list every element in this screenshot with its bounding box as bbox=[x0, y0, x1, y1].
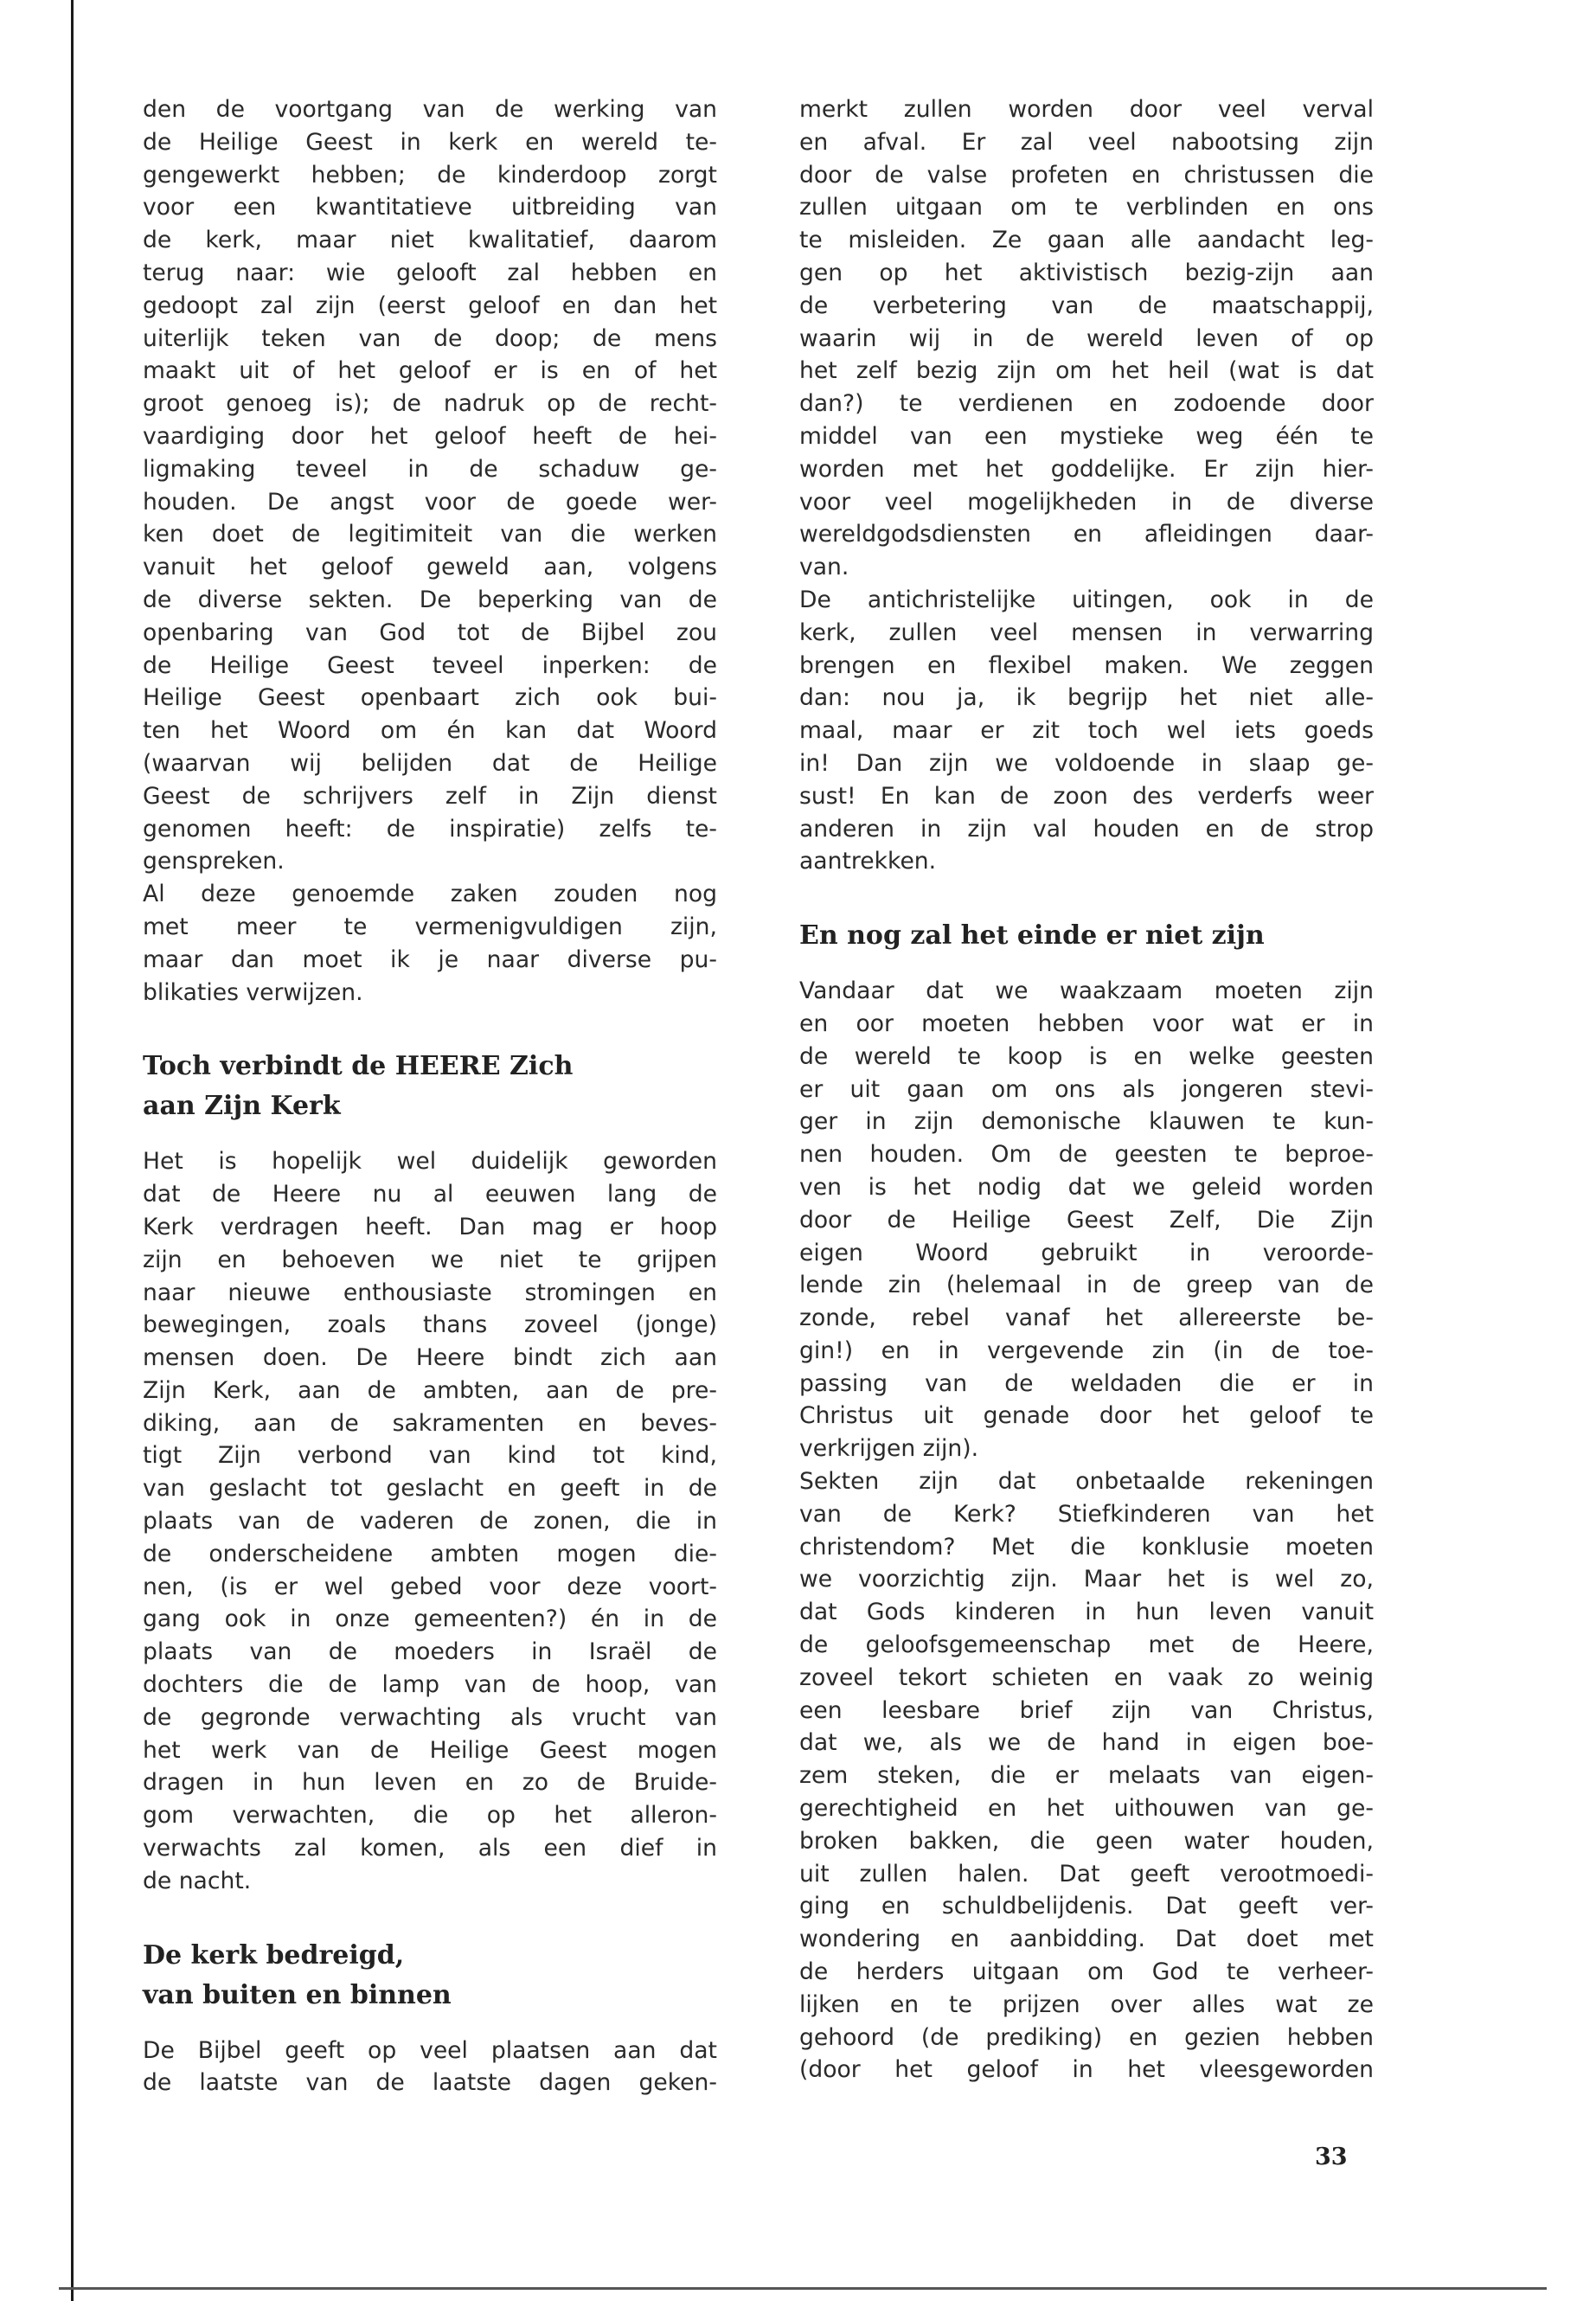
text-line: te misleiden. Ze gaan alle aandacht leg- bbox=[799, 227, 1374, 254]
section-heading-line: De kerk bedreigd, bbox=[143, 1939, 405, 1971]
text-line: wondering en aanbidding. Dat doet met bbox=[799, 1926, 1374, 1953]
text-line: ven is het nodig dat we geleid worden bbox=[799, 1173, 1374, 1201]
text-line: door de Heilige Geest Zelf, Die Zijn bbox=[799, 1206, 1374, 1234]
text-line: den de voortgang van de werking van bbox=[143, 96, 717, 123]
text-line: de laatste van de laatste dagen geken- bbox=[143, 2069, 717, 2097]
text-line: middel van een mystieke weg één te bbox=[799, 422, 1374, 450]
text-line: plaats van de moeders in Israël de bbox=[143, 1638, 717, 1666]
text-line: een leesbare brief zijn van Christus, bbox=[799, 1696, 1374, 1724]
text-line: Al deze genoemde zaken zouden nog bbox=[143, 881, 717, 908]
text-line: dochters die de lamp van de hoop, van bbox=[143, 1671, 717, 1699]
text-line: zijn en behoeven we niet te grijpen bbox=[143, 1246, 717, 1273]
text-line: vaardiging door het geloof heeft de hei- bbox=[143, 422, 717, 450]
text-line: ger in zijn demonische klauwen te kun- bbox=[799, 1108, 1374, 1136]
right-paragraph-3 bbox=[799, 975, 1374, 1465]
text-line: uiterlijk teken van de doop; de mens bbox=[143, 324, 717, 352]
text-line: uit zullen halen. Dat geeft verootmoedi- bbox=[799, 1860, 1374, 1888]
text-line: met meer te vermenigvuldigen zijn, bbox=[143, 913, 717, 940]
left-paragraph-3 bbox=[143, 1145, 717, 1897]
text-line: gerechtigheid en het uithouwen van ge- bbox=[799, 1795, 1374, 1823]
text-line: houden. De angst voor de goede wer- bbox=[143, 488, 717, 516]
page-number: 33 bbox=[1315, 2144, 1348, 2170]
text-line: naar nieuwe enthousiaste stromingen en bbox=[143, 1279, 717, 1306]
text-line: van de Kerk? Stiefkinderen van het bbox=[799, 1500, 1374, 1528]
text-line: de kerk, maar niet kwalitatief, daarom bbox=[143, 227, 717, 254]
section-heading-line: van buiten en binnen bbox=[143, 1979, 452, 2010]
text-line: voor een kwantitatieve uitbreiding van bbox=[143, 194, 717, 221]
text-line: genomen heeft: de inspiratie) zelfs te- bbox=[143, 815, 717, 843]
text-line: de wereld te koop is en welke geesten bbox=[799, 1042, 1374, 1070]
text-line: er uit gaan om ons als jongeren stevi- bbox=[799, 1075, 1374, 1103]
text-line: kerk, zullen veel mensen in verwarring bbox=[799, 619, 1374, 646]
text-line: Sekten zijn dat onbetaalde rekeningen bbox=[799, 1468, 1374, 1496]
text-line: merkt zullen worden door veel verval bbox=[799, 96, 1374, 123]
text-line: van. bbox=[799, 554, 849, 581]
text-line: ten het Woord om én kan dat Woord bbox=[143, 717, 717, 745]
text-line: nen, (is er wel gebed voor deze voort- bbox=[143, 1573, 717, 1600]
text-line: worden met het goddelijke. Er zijn hier- bbox=[799, 455, 1374, 483]
left-paragraph-4 bbox=[143, 2035, 717, 2100]
text-line: (door het geloof in het vleesgeworden bbox=[799, 2056, 1374, 2084]
text-line: Kerk verdragen heeft. Dan mag er hoop bbox=[143, 1213, 717, 1240]
text-line: de diverse sekten. De beperking van de bbox=[143, 586, 717, 613]
text-line: gengewerkt hebben; de kinderdoop zorgt bbox=[143, 161, 717, 189]
text-line: passing van de weldaden die er in bbox=[799, 1369, 1374, 1397]
text-line: Heilige Geest openbaart zich ook bui- bbox=[143, 684, 717, 712]
text-line: de verbetering van de maatschappij, bbox=[799, 292, 1374, 319]
text-line: we voorzichtig zijn. Maar het is wel zo, bbox=[799, 1566, 1374, 1593]
text-line: ging en schuldbelijdenis. Dat geeft ver- bbox=[799, 1893, 1374, 1920]
text-line: dan?) te verdienen en zodoende door bbox=[799, 390, 1374, 418]
text-line: gehoord (de prediking) en gezien hebben bbox=[799, 2023, 1374, 2051]
text-line: de herders uitgaan om God te verheer- bbox=[799, 1958, 1374, 1986]
text-line: maakt uit of het geloof er is en of het bbox=[143, 357, 717, 385]
text-line: Geest de schrijvers zelf in Zijn dienst bbox=[143, 782, 717, 810]
text-line: de geloofsgemeenschap met de Heere, bbox=[799, 1631, 1374, 1659]
text-line: en afval. Er zal veel nabootsing zijn bbox=[799, 128, 1374, 156]
text-line: eigen Woord gebruikt in veroorde- bbox=[799, 1239, 1374, 1266]
text-line: plaats van de vaderen de zonen, die in bbox=[143, 1508, 717, 1535]
right-paragraph-4 bbox=[799, 1465, 1374, 2086]
text-line: gedoopt zal zijn (eerst geloof en dan het bbox=[143, 292, 717, 319]
text-line: lijken en te prijzen over alles wat ze bbox=[799, 1990, 1374, 2018]
text-line: lende zin (helemaal in de greep van de bbox=[799, 1272, 1374, 1299]
right-paragraph-1 bbox=[799, 93, 1374, 584]
heading-de-kerk-bedreigd bbox=[143, 1936, 717, 2016]
text-line: De Bijbel geeft op veel plaatsen aan dat bbox=[143, 2036, 717, 2064]
text-line: van geslacht tot geslacht en geeft in de bbox=[143, 1475, 717, 1503]
left-paragraph-2 bbox=[143, 878, 717, 1009]
heading-toch-verbindt bbox=[143, 1047, 717, 1126]
text-line: dat de Heere nu al eeuwen lang de bbox=[143, 1181, 717, 1208]
text-line: zoveel tekort schieten en vaak zo weinig bbox=[799, 1663, 1374, 1691]
text-line: gang ook in onze gemeenten?) én in de bbox=[143, 1606, 717, 1633]
text-line: wereldgodsdiensten en afleidingen daar- bbox=[799, 521, 1374, 548]
text-line: Vandaar dat we waakzaam moeten zijn bbox=[799, 977, 1374, 1005]
footer-rule bbox=[59, 2287, 1547, 2290]
text-line: (waarvan wij belijden dat de Heilige bbox=[143, 749, 717, 777]
text-line: ligmaking teveel in de schaduw ge- bbox=[143, 455, 717, 483]
text-line: groot genoeg is); de nadruk op de recht- bbox=[143, 390, 717, 418]
text-line: vanuit het geloof geweld aan, volgens bbox=[143, 554, 717, 581]
heading-einde-niet bbox=[799, 916, 1374, 956]
text-line: zullen uitgaan om te verblinden en ons bbox=[799, 194, 1374, 221]
text-line: de gegronde verwachting als vrucht van bbox=[143, 1703, 717, 1731]
section-heading-line: En nog zal het einde er niet zijn bbox=[799, 920, 1265, 952]
text-line: door de valse profeten en christussen die bbox=[799, 161, 1374, 189]
text-line: blikaties verwijzen. bbox=[143, 978, 363, 1006]
text-line: verkrijgen zijn). bbox=[799, 1435, 979, 1463]
text-line: dat we, als we de hand in eigen boe- bbox=[799, 1729, 1374, 1757]
text-line: sust! En kan de zoon des verderfs weer bbox=[799, 782, 1374, 810]
text-line: broken bakken, die geen water houden, bbox=[799, 1827, 1374, 1855]
right-paragraph-2 bbox=[799, 584, 1374, 878]
text-line: het zelf bezig zijn om het heil (wat is dat bbox=[799, 357, 1374, 385]
section-heading-line: Toch verbindt de HEERE Zich bbox=[143, 1051, 574, 1082]
text-line: brengen en flexibel maken. We zeggen bbox=[799, 651, 1374, 679]
text-line: tigt Zijn verbond van kind tot kind, bbox=[143, 1442, 717, 1470]
text-line: diking, aan de sakramenten en beves- bbox=[143, 1409, 717, 1437]
text-line: en oor moeten hebben voor wat er in bbox=[799, 1009, 1374, 1037]
text-line: ken doet de legitimiteit van die werken bbox=[143, 521, 717, 548]
text-line: de nacht. bbox=[143, 1867, 252, 1894]
text-line: maal, maar er zit toch wel iets goeds bbox=[799, 717, 1374, 745]
text-line: nen houden. Om de geesten te beproe- bbox=[799, 1141, 1374, 1169]
left-paragraph-1 bbox=[143, 93, 717, 878]
text-line: zonde, rebel vanaf het allereerste be- bbox=[799, 1304, 1374, 1332]
binding-edge-line bbox=[71, 0, 74, 2301]
text-line: maar dan moet ik je naar diverse pu- bbox=[143, 945, 717, 973]
text-line: dragen in hun leven en zo de Bruide- bbox=[143, 1769, 717, 1797]
text-line: de onderscheidene ambten mogen die- bbox=[143, 1540, 717, 1567]
text-line: genspreken. bbox=[143, 848, 285, 875]
text-line: Zijn Kerk, aan de ambten, aan de pre- bbox=[143, 1376, 717, 1404]
text-line: aantrekken. bbox=[799, 848, 937, 875]
text-line: dan: nou ja, ik begrijp het niet alle- bbox=[799, 684, 1374, 712]
text-line: de Heilige Geest teveel inperken: de bbox=[143, 651, 717, 679]
text-line: anderen in zijn val houden en de strop bbox=[799, 815, 1374, 843]
text-line: Christus uit genade door het geloof te bbox=[799, 1402, 1374, 1430]
text-line: Het is hopelijk wel duidelijk geworden bbox=[143, 1148, 717, 1176]
text-line: dat Gods kinderen in hun leven vanuit bbox=[799, 1599, 1374, 1626]
text-line: het werk van de Heilige Geest mogen bbox=[143, 1736, 717, 1764]
text-line: de Heilige Geest in kerk en wereld te- bbox=[143, 128, 717, 156]
text-line: bewegingen, zoals thans zoveel (jonge) bbox=[143, 1311, 717, 1339]
text-line: openbaring van God tot de Bijbel zou bbox=[143, 619, 717, 646]
text-line: waarin wij in de wereld leven of op bbox=[799, 324, 1374, 352]
text-line: mensen doen. De Heere bindt zich aan bbox=[143, 1344, 717, 1372]
left-column bbox=[143, 93, 717, 2099]
text-line: terug naar: wie gelooft zal hebben en bbox=[143, 259, 717, 286]
text-line: in! Dan zijn we voldoende in slaap ge- bbox=[799, 749, 1374, 777]
text-line: gin!) en in vergevende zin (in de toe- bbox=[799, 1336, 1374, 1364]
text-line: christendom? Met die konklusie moeten bbox=[799, 1533, 1374, 1561]
text-line: gen op het aktivistisch bezig-zijn aan bbox=[799, 259, 1374, 286]
text-line: voor veel mogelijkheden in de diverse bbox=[799, 488, 1374, 516]
text-line: zem steken, die er melaats van eigen- bbox=[799, 1762, 1374, 1790]
right-column bbox=[799, 93, 1374, 2086]
text-line: De antichristelijke uitingen, ook in de bbox=[799, 586, 1374, 613]
text-line: gom verwachten, die op het alleron- bbox=[143, 1802, 717, 1830]
text-line: verwachts zal komen, als een dief in bbox=[143, 1835, 717, 1862]
section-heading-line: aan Zijn Kerk bbox=[143, 1091, 341, 1122]
